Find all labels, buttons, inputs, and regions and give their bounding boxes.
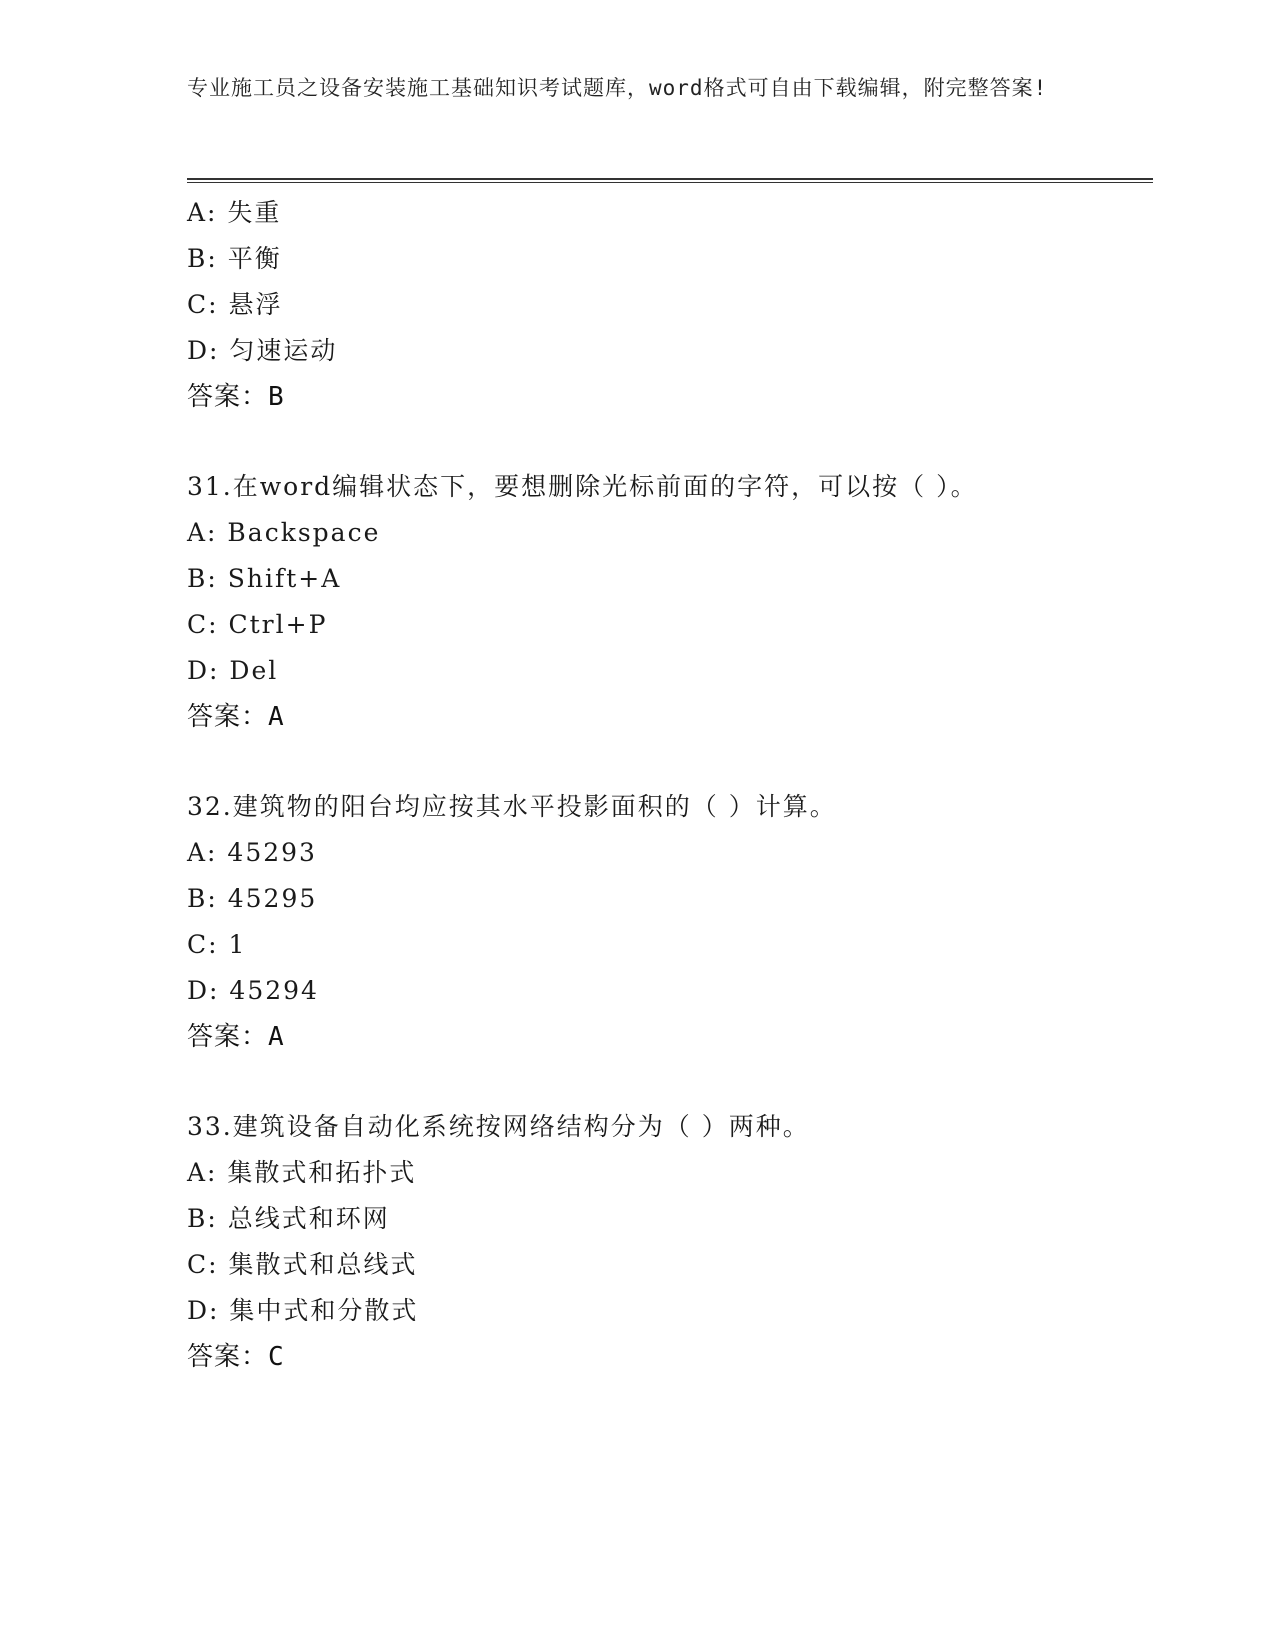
- header-divider-thick: [187, 178, 1153, 180]
- question-text: 31.在word编辑状态下，要想删除光标前面的字符，可以按（ ）。: [187, 472, 978, 501]
- question-text: 32.建筑物的阳台均应按其水平投影面积的（ ）计算。: [187, 792, 837, 821]
- question-block-32: [187, 784, 1147, 1060]
- option-c: C: 1: [187, 930, 247, 959]
- option-a: A: 45293: [187, 838, 317, 867]
- option-b: B: Shift+A: [187, 564, 342, 593]
- spacer: [187, 740, 1147, 784]
- option-d: D: 集中式和分散式: [187, 1296, 419, 1325]
- option-a: A: Backspace: [187, 518, 381, 547]
- option-b: B: 平衡: [187, 244, 282, 273]
- answer-line: 答案：C: [187, 1342, 285, 1372]
- option-a: A: 集散式和拓扑式: [187, 1158, 417, 1187]
- option-b: B: 45295: [187, 884, 318, 913]
- document-header: 专业施工员之设备安装施工基础知识考试题库，word格式可自由下载编辑，附完整答案!: [187, 76, 1048, 100]
- answer-line: 答案：B: [187, 382, 285, 412]
- option-d: D: Del: [187, 656, 279, 685]
- answer-line: 答案：A: [187, 1022, 285, 1052]
- header-divider-thin: [187, 182, 1153, 183]
- spacer: [187, 420, 1147, 464]
- option-d: D: 45294: [187, 976, 319, 1005]
- option-c: C: 集散式和总线式: [187, 1250, 418, 1279]
- option-a: A: 失重: [187, 198, 282, 227]
- question-block-30: [187, 190, 1147, 420]
- answer-line: 答案：A: [187, 702, 285, 732]
- option-c: C: Ctrl+P: [187, 610, 328, 639]
- option-c: C: 悬浮: [187, 290, 283, 319]
- question-block-31: [187, 464, 1147, 740]
- spacer: [187, 1060, 1147, 1104]
- option-d: D: 匀速运动: [187, 336, 338, 365]
- question-block-33: [187, 1104, 1147, 1380]
- question-text: 33.建筑设备自动化系统按网络结构分为（ ）两种。: [187, 1112, 810, 1141]
- option-b: B: 总线式和环网: [187, 1204, 390, 1233]
- question-list: [187, 190, 1147, 1380]
